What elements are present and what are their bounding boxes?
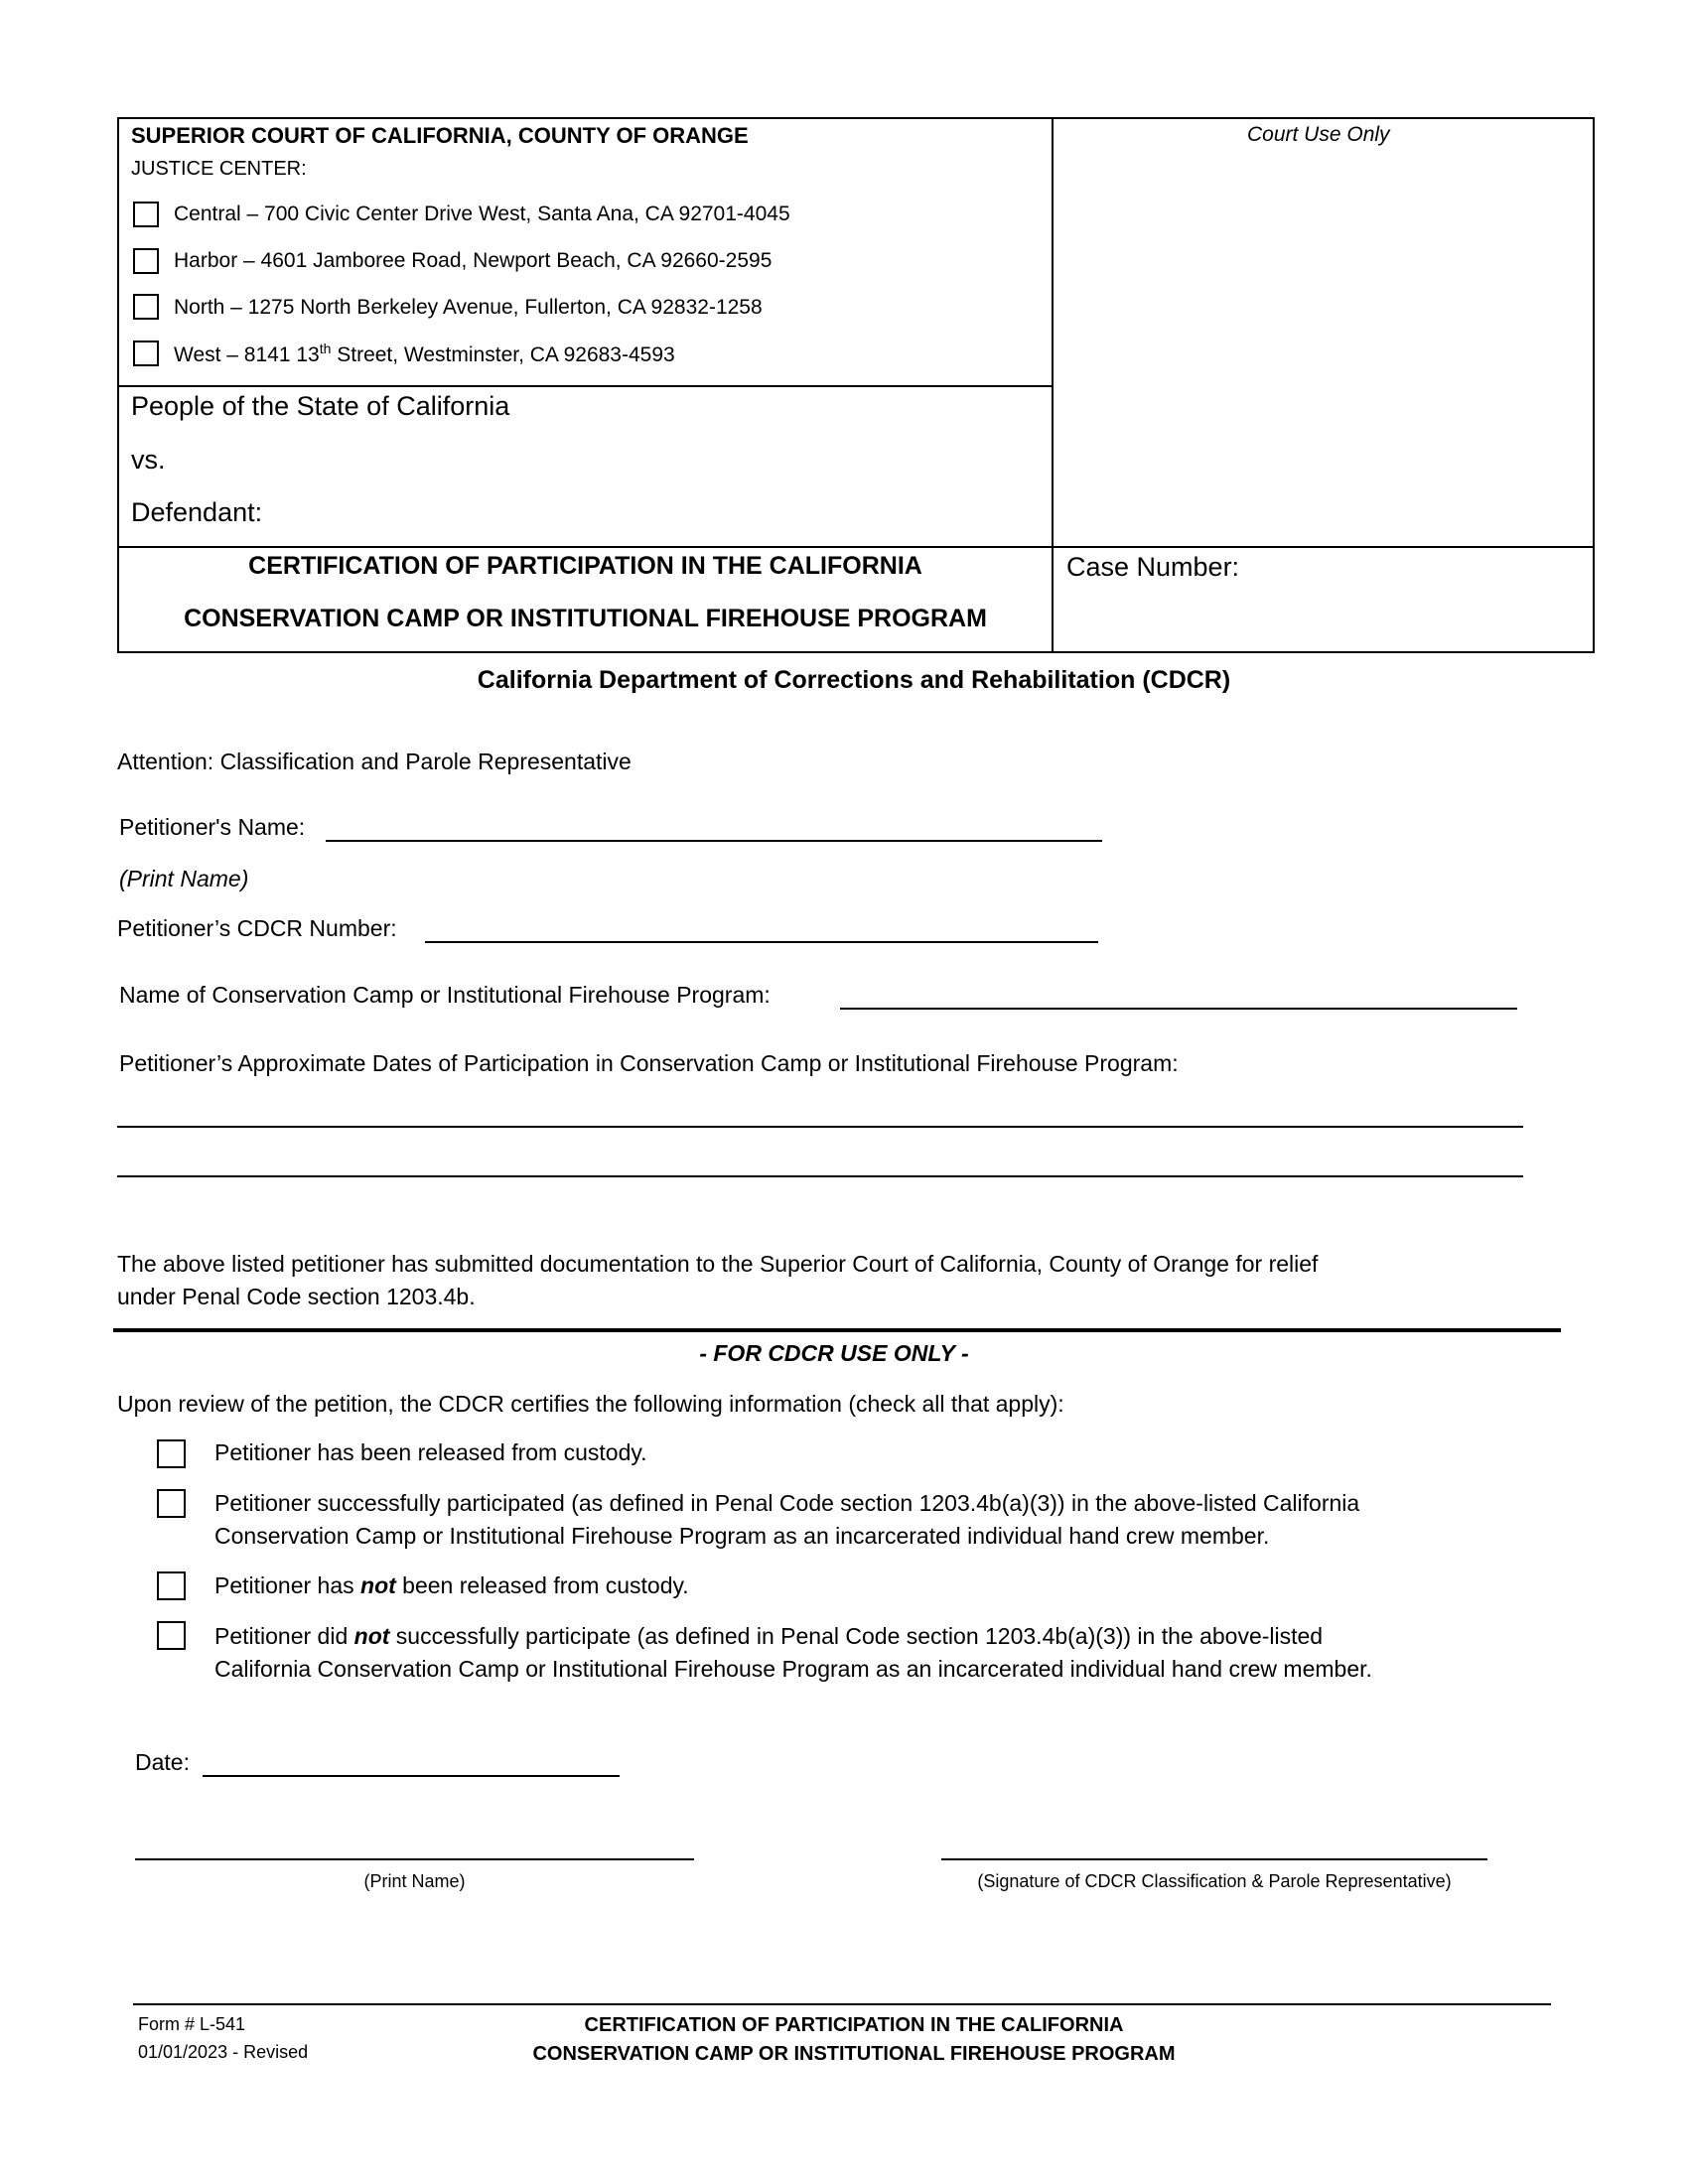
- camp-name-label: Name of Conservation Camp or Institutional Firehouse Program:: [119, 982, 771, 1008]
- petitioner-name-label: Petitioner's Name:: [119, 814, 306, 840]
- option-not-participated-line2: California Conservation Camp or Institutional Firehouse Program as an incarcerated individual hand crew member.: [214, 1656, 1372, 1682]
- case-number-label: Case Number:: [1066, 552, 1240, 582]
- caption-divider-title: [117, 546, 1595, 548]
- defendant-label: Defendant:: [131, 497, 263, 527]
- center-harbor-label: Harbor – 4601 Jamboree Road, Newport Beach, CA 92660-2595: [174, 249, 773, 272]
- form-title-line2: CONSERVATION CAMP OR INSTITUTIONAL FIREHOUSE PROGRAM: [184, 605, 987, 632]
- camp-name-input[interactable]: [840, 976, 1517, 1010]
- submitted-statement-line1: The above listed petitioner has submitted documentation to the Superior Court of California, County of Orange for relief: [117, 1251, 1319, 1277]
- checkbox-released[interactable]: [157, 1439, 186, 1468]
- option-not-participated-line1: Petitioner did not successfully participate (as defined in Penal Code section 1203.4b(a)(3)) in the above-listed: [214, 1623, 1324, 1649]
- cdcr-number-label: Petitioner’s CDCR Number:: [117, 915, 397, 941]
- print-name-input[interactable]: [135, 1827, 694, 1860]
- print-name-note: (Print Name): [119, 866, 249, 891]
- dates-input-line2[interactable]: [117, 1144, 1523, 1177]
- footer-rule: [133, 2003, 1551, 2005]
- footer-title-line1: CERTIFICATION OF PARTICIPATION IN THE CALIFORNIA: [584, 2014, 1124, 2036]
- footer-title-line2: CONSERVATION CAMP OR INSTITUTIONAL FIREHOUSE PROGRAM: [532, 2043, 1176, 2065]
- center-north-label: North – 1275 North Berkeley Avenue, Fullerton, CA 92832-1258: [174, 296, 763, 319]
- checkbox-not-released[interactable]: [157, 1571, 186, 1600]
- petitioner-name-input[interactable]: [326, 808, 1102, 842]
- center-west-label: West – 8141 13th Street, Westminster, CA 92683-4593: [174, 341, 675, 366]
- checkbox-central[interactable]: [133, 202, 159, 227]
- vs-label: vs.: [131, 445, 166, 475]
- date-label: Date:: [135, 1749, 190, 1775]
- cdcr-intro: Upon review of the petition, the CDCR certifies the following information (check all that apply):: [117, 1391, 1064, 1417]
- signature-caption: (Signature of CDCR Classification & Parole Representative): [977, 1871, 1452, 1891]
- print-name-caption: (Print Name): [363, 1871, 466, 1891]
- date-input[interactable]: [203, 1743, 620, 1777]
- checkbox-not-participated[interactable]: [157, 1621, 186, 1650]
- form-title-line1: CERTIFICATION OF PARTICIPATION IN THE CALIFORNIA: [248, 552, 922, 580]
- dates-input-line1[interactable]: [117, 1094, 1523, 1128]
- checkbox-west[interactable]: [133, 341, 159, 366]
- attention-line: Attention: Classification and Parole Representative: [117, 749, 632, 774]
- checkbox-north[interactable]: [133, 294, 159, 320]
- form-revision: 01/01/2023 - Revised: [138, 2042, 309, 2062]
- court-name: SUPERIOR COURT OF CALIFORNIA, COUNTY OF ORANGE: [131, 123, 749, 148]
- people-label: People of the State of California: [131, 391, 510, 421]
- submitted-statement-line2: under Penal Code section 1203.4b.: [117, 1284, 476, 1309]
- option-not-released-label: Petitioner has not been released from custody.: [214, 1572, 689, 1598]
- option-participated-line1: Petitioner successfully participated (as defined in Penal Code section 1203.4b(a)(3)) in the above-listed California: [214, 1490, 1360, 1516]
- cdcr-section-divider: [113, 1328, 1561, 1332]
- cdcr-number-input[interactable]: [425, 909, 1098, 943]
- option-released-label: Petitioner has been released from custody.: [214, 1439, 647, 1465]
- court-use-only: Court Use Only: [1247, 123, 1390, 146]
- caption-divider-court: [117, 385, 1054, 387]
- signature-input[interactable]: [941, 1827, 1487, 1860]
- dates-label: Petitioner’s Approximate Dates of Participation in Conservation Camp or Institutional Firehouse Program:: [119, 1050, 1179, 1076]
- justice-center-label: JUSTICE CENTER:: [131, 158, 307, 180]
- option-participated-line2: Conservation Camp or Institutional Firehouse Program as an incarcerated individual hand crew member.: [214, 1523, 1270, 1549]
- checkbox-participated[interactable]: [157, 1489, 186, 1518]
- center-central-label: Central – 700 Civic Center Drive West, Santa Ana, CA 92701-4045: [174, 203, 790, 225]
- form-number: Form # L-541: [138, 2014, 246, 2034]
- checkbox-harbor[interactable]: [133, 248, 159, 274]
- department-heading: California Department of Corrections and Rehabilitation (CDCR): [477, 666, 1231, 694]
- cdcr-use-only-heading: - FOR CDCR USE ONLY -: [699, 1340, 969, 1366]
